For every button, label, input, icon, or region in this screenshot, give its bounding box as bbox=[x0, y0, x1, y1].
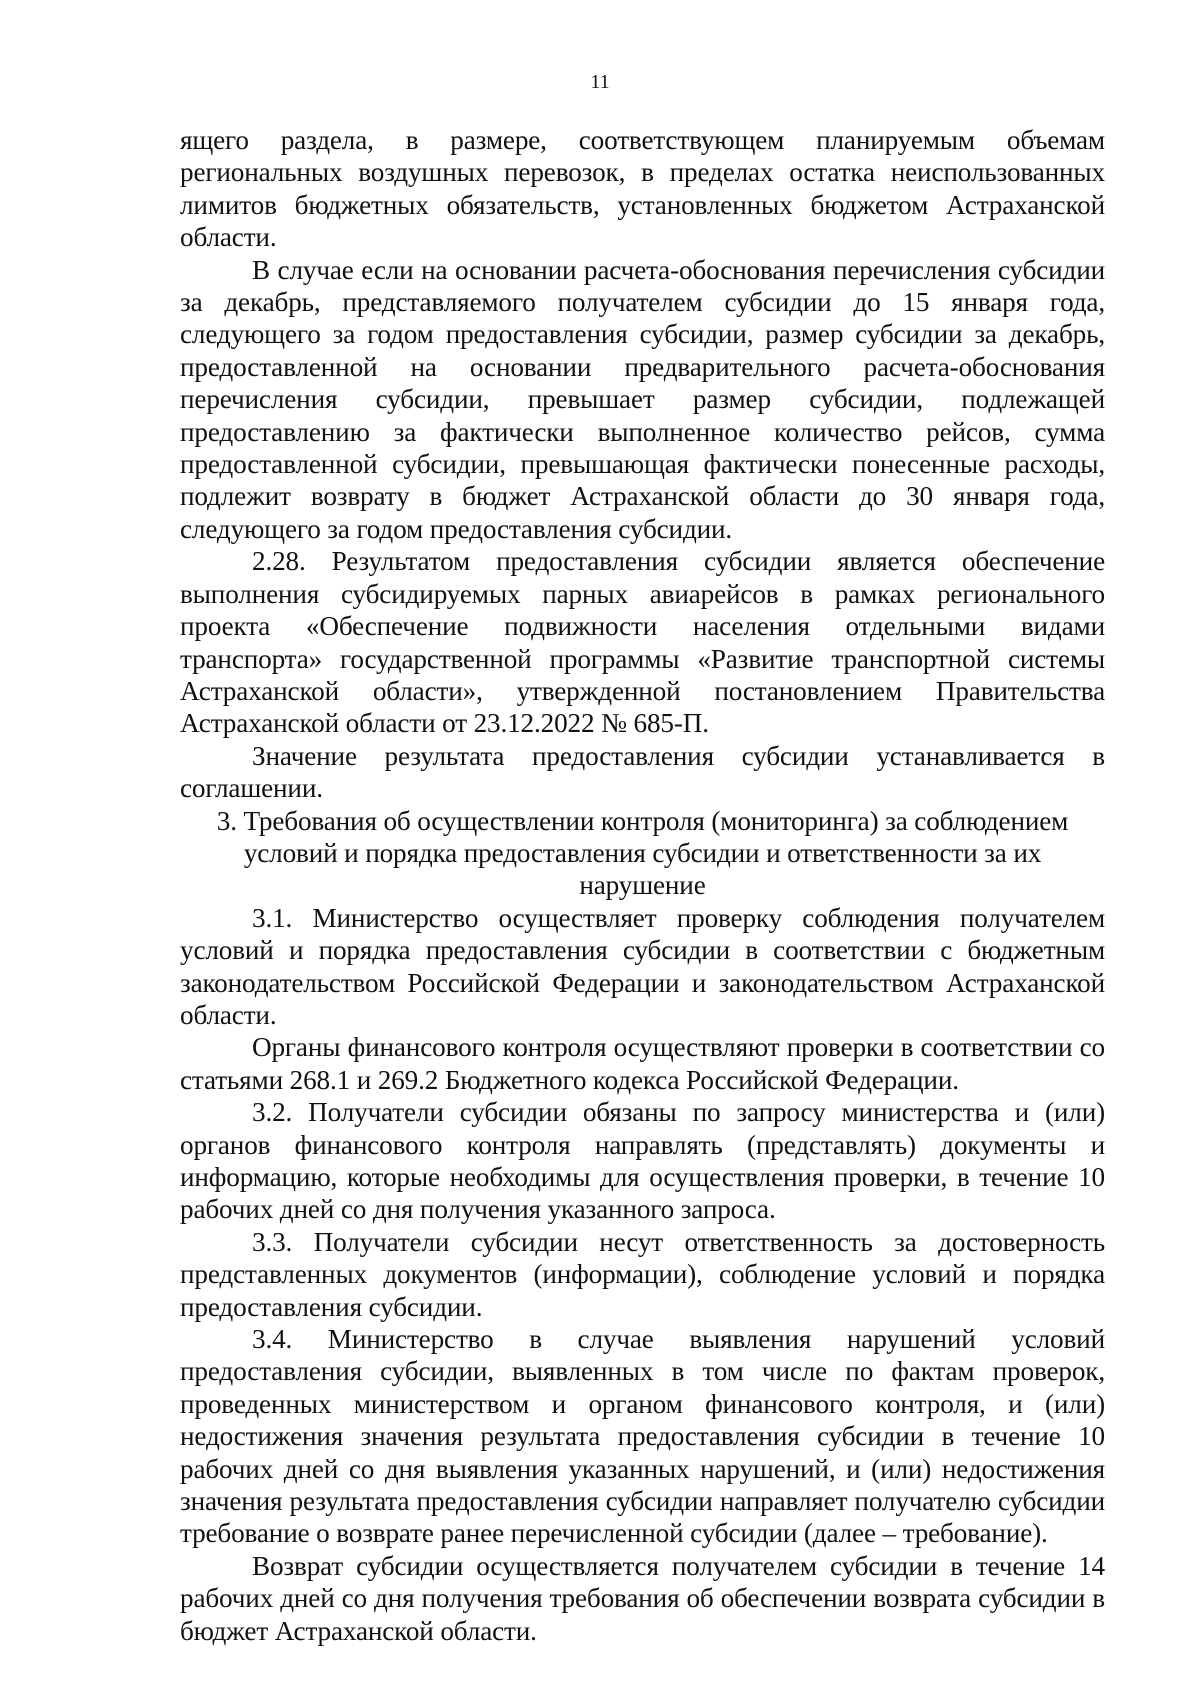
paragraph-3-1-ministry-check: 3.1. Министерство осуществляет проверку соблюдения получателем условий и порядка предоставления субсидии в соответствии с бюджетным законодательством Российской Федерации и законодательством Астраханской области. bbox=[180, 902, 1105, 1030]
section-heading-line-1: 3. Требования об осуществлении контроля (мониторинга) за соблюдением bbox=[216, 805, 1069, 836]
paragraph-budget-limits: ящего раздела, в размере, соответствующем планируемым объемам региональных воздушных перевозок, в пределах остатка неиспользованных лимитов бюджетных обязательств, установленных бюджетом Астраханской области. bbox=[180, 125, 1105, 253]
document-body bbox=[180, 124, 1105, 1647]
section-heading-line-3: нарушение bbox=[579, 870, 706, 901]
paragraph-financial-control: Органы финансового контроля осуществляют проверки в соответствии со статьями 268.1 и 269.2 Бюджетного кодекса Российской Федерации. bbox=[180, 1032, 1105, 1095]
paragraph-december-refund: В случае если на основании расчета-обоснования перечисления субсидии за декабрь, представляемого получателем субсидии до 15 января года, следующего за годом предоставления субсидии, размер субсидии за декабрь, предоставленной на основании предварительного расчета-обоснования перечисления субсидии, превышает размер субсидии, подлежащей предоставлению за фактически выполненное количество рейсов, сумма предоставленной субсидии, превышающая фактически понесенные расходы, подлежит возврату в бюджет Астраханской области до 30 января года, следующего за годом предоставления субсидии. bbox=[180, 254, 1105, 544]
paragraph-3-2-documents: 3.2. Получатели субсидии обязаны по запросу министерства и (или) органов финансового контроля направлять (представлять) документы и информацию, которые необходимы для осуществления проверки, в течение 10 рабочих дней со дня получения указанного запроса. bbox=[180, 1097, 1105, 1225]
section-3-heading bbox=[180, 805, 1105, 902]
section-heading-line-2: условий и порядка предоставления субсидии и ответственности за их bbox=[243, 837, 1042, 868]
paragraph-2-28-result: 2.28. Результатом предоставления субсидии является обеспечение выполнения субсидируемых парных авиарейсов в рамках регионального проекта «Обеспечение подвижности населения отдельными видами транспорта» государственной программы «Развитие транспортной системы Астраханской области», утвержденной постановлением Правительства Астраханской области от 23.12.2022 № 685-П. bbox=[180, 546, 1105, 739]
page-number: 11 bbox=[590, 71, 610, 93]
paragraph-3-3-responsibility: 3.3. Получатели субсидии несут ответственность за достоверность представленных документов (информации), соблюдение условий и порядка предоставления субсидии. bbox=[180, 1226, 1105, 1322]
paragraph-3-4-violations: 3.4. Министерство в случае выявления нарушений условий предоставления субсидии, выявленных в том числе по фактам проверок, проведенных министерством и органом финансового контроля, и (или) недостижения значения результата предоставления субсидии в течение 10 рабочих дней со дня выявления указанных нарушений, и (или) недостижения значения результата предоставления субсидии направляет получателю субсидии требование о возврате ранее перечисленной субсидии (далее – требование). bbox=[180, 1324, 1105, 1549]
paragraph-subsidy-return: Возврат субсидии осуществляется получателем субсидии в течение 14 рабочих дней со дня получения требования об обеспечении возврата субсидии в бюджет Астраханской области. bbox=[180, 1550, 1105, 1646]
paragraph-result-value: Значение результата предоставления субсидии устанавливается в соглашении. bbox=[180, 740, 1105, 804]
